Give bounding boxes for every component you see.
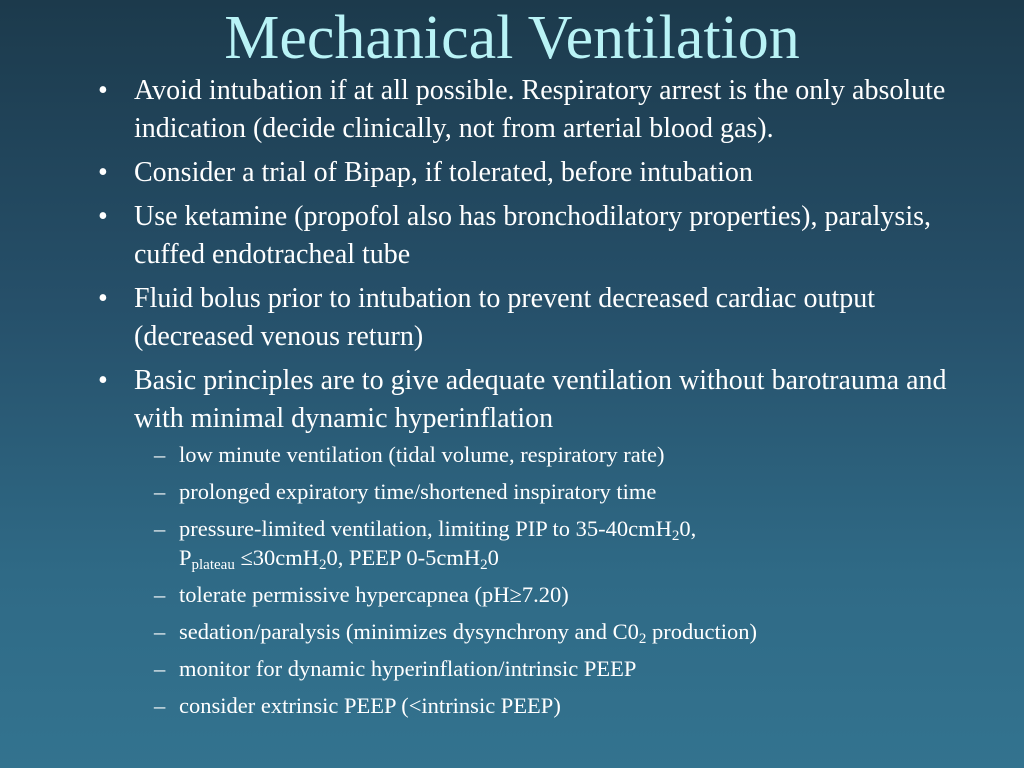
sub-bullet-marker: – <box>154 516 166 541</box>
text-fragment: sedation/paralysis (minimizes dysynchrony and C0 <box>179 619 639 644</box>
bullet-item <box>96 362 976 720</box>
subscript: 2 <box>480 557 488 573</box>
text-fragment: 0 <box>487 545 499 570</box>
sub-bullet-item <box>134 440 976 469</box>
bullet-item <box>96 198 976 274</box>
sub-bullet-text: tolerate permissive hypercapnea (pH≥7.20) <box>179 582 569 607</box>
subscript: 2 <box>638 631 647 647</box>
sub-bullet-item <box>134 691 976 720</box>
subscript: plateau <box>191 557 235 573</box>
bullet-list <box>96 72 976 728</box>
subscript: 2 <box>319 557 327 573</box>
text-fragment: pressure-limited ventilation, limiting PIP to 35-40cmH <box>179 516 672 541</box>
text-fragment: 0, <box>679 516 697 541</box>
sub-bullet-text: monitor for dynamic hyperinflation/intrinsic PEEP <box>179 656 637 681</box>
sub-bullet-text <box>179 619 758 647</box>
sub-bullet-list <box>134 440 976 720</box>
sub-bullet-marker: – <box>154 693 166 718</box>
sub-bullet-item <box>134 514 976 572</box>
sub-bullet-text: prolonged expiratory time/shortened inspiratory time <box>179 479 657 504</box>
bullet-item <box>96 72 976 148</box>
bullet-text: Basic principles are to give adequate ventilation without barotrauma and with minimal dynamic hyperinflation <box>134 365 947 434</box>
sub-bullet-marker: – <box>154 619 166 644</box>
bullet-text: Consider a trial of Bipap, if tolerated, before intubation <box>134 157 753 188</box>
bullet-item <box>96 154 976 192</box>
bullet-marker: • <box>98 365 108 396</box>
subscript: 2 <box>671 528 680 544</box>
bullet-text: Use ketamine (propofol also has bronchodilatory properties), paralysis, cuffed endotracheal tube <box>134 201 932 270</box>
text-fragment: production) <box>646 619 758 644</box>
bullet-text: Avoid intubation if at all possible. Respiratory arrest is the only absolute indication (decide clinically, not from arterial blood gas). <box>134 75 946 144</box>
sub-bullet-text: consider extrinsic PEEP (<intrinsic PEEP) <box>179 693 561 718</box>
sub-bullet-item <box>134 617 976 646</box>
sub-bullet-marker: – <box>154 582 166 607</box>
sub-bullet-marker: – <box>154 479 166 504</box>
sub-bullet-item <box>134 477 976 506</box>
bullet-item <box>96 280 976 356</box>
text-fragment: ≤30cmH <box>234 545 320 570</box>
sub-bullet-text: low minute ventilation (tidal volume, respiratory rate) <box>179 442 665 467</box>
bullet-marker: • <box>98 157 108 188</box>
slide-title: Mechanical Ventilation <box>224 4 800 72</box>
sub-bullet-text <box>179 516 697 573</box>
sub-bullet-marker: – <box>154 442 166 467</box>
sub-bullet-item <box>134 580 976 609</box>
bullet-marker: • <box>98 283 108 314</box>
text-fragment: 0, PEEP 0-5cmH <box>326 545 481 570</box>
bullet-marker: • <box>98 75 108 106</box>
sub-bullet-item <box>134 654 976 683</box>
bullet-marker: • <box>98 201 108 232</box>
bullet-text: Fluid bolus prior to intubation to prevent decreased cardiac output (decreased venous return) <box>134 283 876 352</box>
sub-bullet-marker: – <box>154 656 166 681</box>
text-fragment: P <box>179 545 192 570</box>
